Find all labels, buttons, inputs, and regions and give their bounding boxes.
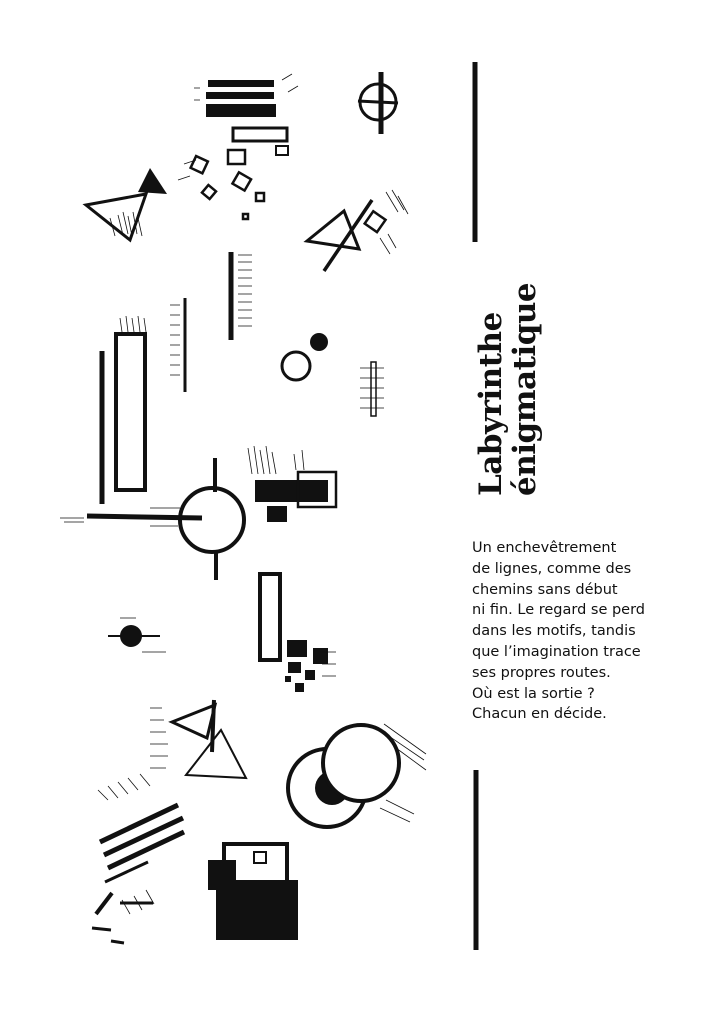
dot-shape [310, 333, 328, 351]
tall-frame-shape [102, 334, 145, 504]
page-title [474, 282, 542, 496]
dot-with-line-shape [108, 625, 160, 647]
overlapping-circles-shape [288, 725, 399, 827]
double-triangle-shape [172, 700, 246, 778]
body-line: dans les motifs, tandis [472, 623, 636, 640]
circle-cross-shape [358, 72, 398, 134]
body-line: que l’imagination trace [472, 643, 641, 660]
body-line: Où est la sortie ? [472, 685, 595, 702]
title-block [474, 282, 546, 496]
triangle-right-shape [307, 200, 386, 271]
scattered-squares-shape [191, 150, 264, 219]
title-line-2: énigmatique [507, 282, 543, 496]
body-line: de lignes, comme des [472, 560, 632, 577]
body-line: Un enchevêtrement [472, 540, 617, 556]
title-line-1: Labyrinthe [473, 312, 509, 496]
body-line: Chacun en décide. [472, 706, 607, 723]
big-circle-cross-shape [87, 458, 244, 580]
ring-shape [282, 352, 310, 380]
stacked-bars-shape [206, 80, 288, 155]
body-line: ses propres routes. [472, 664, 611, 681]
column-with-squares-shape [260, 574, 328, 692]
body-paragraph [472, 538, 662, 725]
body-line: chemins sans début [472, 581, 618, 598]
diagonal-bars-shape [92, 805, 184, 943]
body-line: ni fin. Le regard se perd [472, 602, 646, 619]
block-cluster-shape [255, 472, 336, 522]
bottom-block-cluster-shape [208, 844, 298, 940]
